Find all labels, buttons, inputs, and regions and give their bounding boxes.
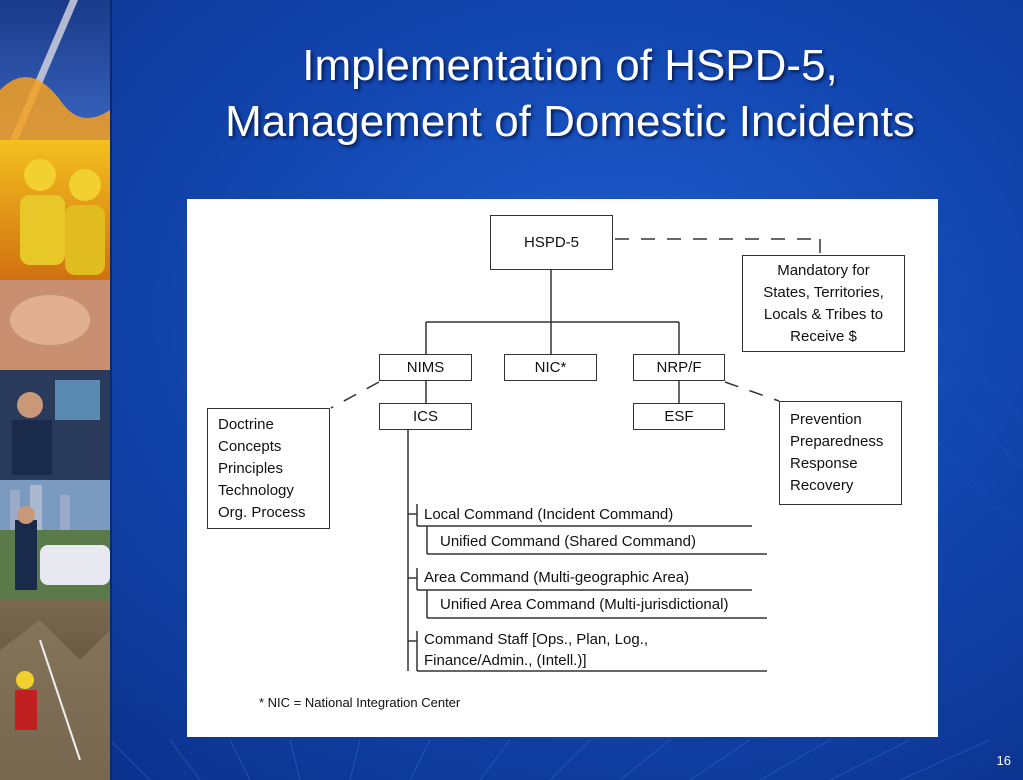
photo-collage-image xyxy=(0,0,110,780)
slide-number: 16 xyxy=(996,753,1011,768)
command-staff-text-line-2: Finance/Admin., (Intell.)] xyxy=(424,652,587,669)
photo-collage-strip xyxy=(0,0,112,780)
nic-box xyxy=(504,354,597,381)
nims-box xyxy=(379,354,472,381)
area-command-text: Area Command (Multi-geographic Area) xyxy=(424,569,690,586)
mandatory-line-3: Locals & Tribes to xyxy=(763,305,884,323)
nrpf-label: NRP/F xyxy=(656,358,702,376)
hspd5-box xyxy=(490,215,613,270)
component-technology: Technology xyxy=(218,481,294,499)
slide-title xyxy=(130,38,1010,150)
unified-area-command-text: Unified Area Command (Multi-jurisdictional) xyxy=(440,596,729,613)
slide-title-line-2: Management of Domestic Incidents xyxy=(225,97,915,146)
hspd5-label: HSPD-5 xyxy=(523,233,579,251)
component-org-process: Org. Process xyxy=(218,503,306,521)
unified-command-text: Unified Command (Shared Command) xyxy=(440,533,696,550)
component-principles: Principles xyxy=(218,459,284,477)
nims-label: NIMS xyxy=(406,358,445,376)
footnote: * NIC = National Integration Center xyxy=(259,695,461,710)
mandatory-box xyxy=(742,255,905,352)
nims-components-box xyxy=(207,408,330,529)
ics-box xyxy=(379,403,472,430)
mandatory-line-1: Mandatory for xyxy=(777,261,870,279)
esf-box xyxy=(633,403,725,430)
phase-prevention: Prevention xyxy=(790,411,862,428)
phase-response: Response xyxy=(790,455,858,472)
phase-preparedness: Preparedness xyxy=(790,433,884,450)
nrp-phases-box xyxy=(779,401,902,505)
ics-label: ICS xyxy=(412,407,438,425)
esf-label: ESF xyxy=(664,407,694,425)
slide-title-line-1: Implementation of HSPD-5, xyxy=(302,41,838,90)
local-command-text: Local Command (Incident Command) xyxy=(424,506,674,523)
phase-recovery: Recovery xyxy=(790,477,854,494)
component-doctrine: Doctrine xyxy=(218,415,274,433)
nic-label: NIC* xyxy=(534,358,567,376)
mandatory-line-2: States, Territories, xyxy=(763,283,884,301)
mandatory-line-4: Receive $ xyxy=(790,327,857,345)
command-staff-text-line-1: Command Staff [Ops., Plan, Log., xyxy=(424,631,649,648)
component-concepts: Concepts xyxy=(218,437,282,455)
nrpf-box xyxy=(633,354,725,381)
hspd5-diagram xyxy=(187,199,938,737)
